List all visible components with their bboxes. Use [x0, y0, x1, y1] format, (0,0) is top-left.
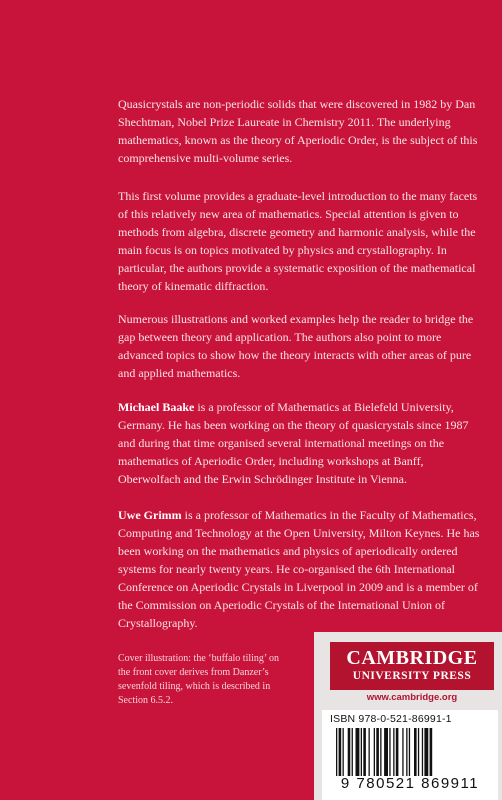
author-bio-grimm [118, 506, 488, 632]
author-bio-text-grimm: is a professor of Mathematics in the Faculty of Mathematics, Computing and Technology at the Open University, Milton Keynes. He has been working on the mathematics and physics of aperiodically ordered systems for nearly twenty years. He co-organised the 6th International Conference on Aperiodic Crystals in Liverpool in 2009 and is a member of the Commission on Aperiodic Crystals of the International Union of Crystallography. [118, 508, 480, 630]
author-name-baake: Michael Baake [118, 400, 195, 414]
publisher-panel [314, 632, 502, 800]
publisher-website: www.cambridge.org [366, 692, 458, 703]
blurb-paragraph-3: Numerous illustrations and worked examples help the reader to bridge the gap between theory and application. The authors also point to more advanced topics to show how the theory interacts with other areas of pure and applied mathematics. [118, 312, 474, 380]
barcode-area [322, 710, 498, 800]
cover-illustration-credit: Cover illustration: the ‘buffalo tiling’ on the front cover derives from Danzer’s sevenfold tiling, which is described in Section 6.5.2. [118, 653, 279, 706]
author-name-grimm: Uwe Grimm [118, 508, 182, 522]
cambridge-logo [330, 642, 494, 690]
publisher-name: CAMBRIDGE [346, 647, 478, 669]
barcode-digits: 9 780521 869911 [340, 775, 480, 792]
blurb-paragraph-1: Quasicrystals are non-periodic solids that were discovered in 1982 by Dan Shechtman, Nobel Prize Laureate in Chemistry 2011. The underlying mathematics, known as the theory of Aperiodic Order, is the subject of this comprehensive multi-volume series. [118, 97, 478, 165]
isbn-label: ISBN 978-0-521-86991-1 [330, 713, 452, 725]
author-bio-baake [118, 398, 488, 488]
publisher-subname: UNIVERSITY PRESS [352, 670, 472, 682]
blurb-paragraph-2: This first volume provides a graduate-level introduction to the many facets of this relatively new area of mathematics. Special attention is given to methods from algebra, discrete geometry and harmonic analysis, while the main focus is on topics motivated by physics and crystallography. In particular, the authors provide a systematic exposition of the mathematical theory of kinematic diffraction. [118, 189, 478, 293]
author-bio-text-baake: is a professor of Mathematics at Bielefeld University, Germany. He has been working on the theory of quasicrystals since 1987 and during that time organised several international meetings on the mathematics of Aperiodic Order, including workshops at Banff, Oberwolfach and the Erwin Schrödinger Institute in Vienna. [118, 400, 469, 486]
barcode-icon [336, 728, 484, 776]
